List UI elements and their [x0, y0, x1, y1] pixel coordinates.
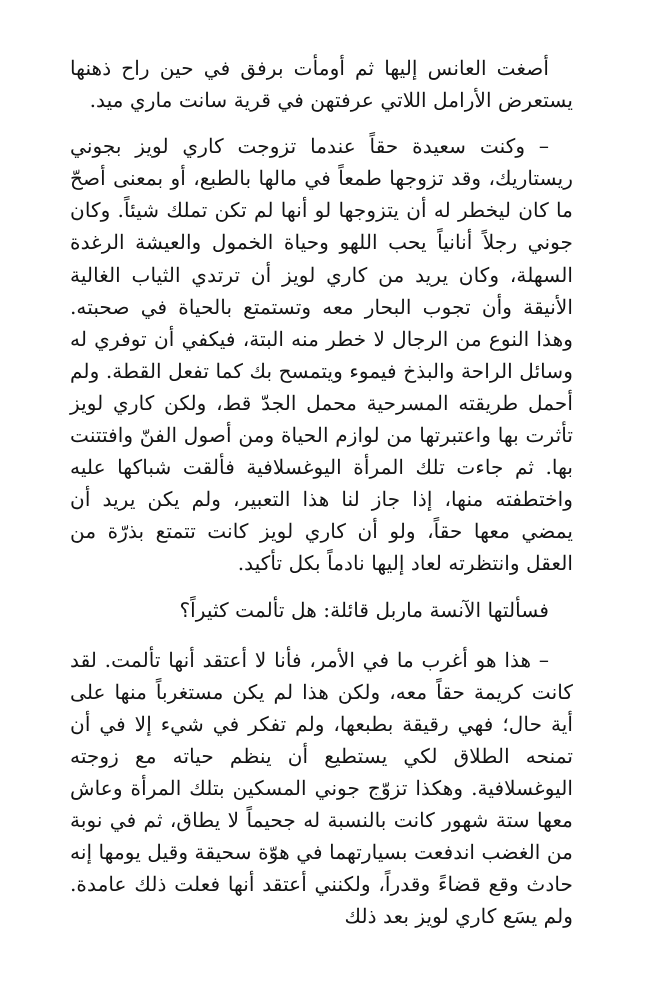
paragraph-2: – وكنت سعيدة حقاً عندما تزوجت كاري لويز بجوني ريستاريك، وقد تزوجها طمعاً في مالها بالطبع، أو بمعنى أصحّ ما كان ليخطر له أن يتزوجها لو أنها لم تكن تملك شيئاً. وكان جوني رجلاً أنانياً يحب اللهو وحياة الخمول والعيشة الرغدة السهلة، وكان يريد من كاري لويز أن ترتدي الثياب الغالية الأنيقة وأن تجوب البحار معه وتستمتع بالحياة في صحبته. وهذا النوع من الرجال لا خطر منه البتة، فيكفي أن توفري له وسائل الراحة والبذخ فيموء ويتمسح بك كما تفعل القطة. ولم أحمل طريقته المسرحية محمل الجدّ قط، ولكن كاري لويز تأثرت بها واعتبرتها من لوازم الحياة ومن أصول الفنّ وافتتنت بها. ثم جاءت تلك المرأة اليوغسلافية فألقت شباكها عليه واختطفته منها، إذا جاز لنا هذا التعبير، ولم يكن يريد أن يمضي معها حقاً، ولو أن كاري لويز كانت تتمتع بذرّة من العقل وانتظرته لعاد إليها نادماً بكل تأكيد.: [70, 134, 573, 576]
paragraph-1: أصغت العانس إليها ثم أومأت برفق في حين راح ذهنها يستعرض الأرامل اللاتي عرفتهن في قرية سانت ماري ميد.: [70, 56, 573, 113]
paragraph-4: – هذا هو أغرب ما في الأمر، فأنا لا أعتقد أنها تألمت. لقد كانت كريمة حقاً معه، ولكن هذا لم يكن مستغرباً منها على أية حال؛ فهي رقيقة بطبعها، ولم تفكر في شيء إلا في أن تمنحه الطلاق لكي يستطيع أن ينظم حياته مع زوجته اليوغسلافية. وهكذا تزوّج جوني المسكين بتلك المرأة وعاش معها ستة شهور كانت بالنسبة له جحيماً لا يطاق، ثم في نوبة من الغضب اندفعت بسيارتهما في هوّة سحيقة وقيل يومها إنه حادث وقع قضاءً وقدراً، ولكنني أعتقد أنها فعلت ذلك عامدة. ولم يسَع كاري لويز بعد ذلك: [70, 647, 573, 929]
paragraph-3: فسألتها الآنسة ماربل قائلة: هل تألمت كثيراً؟: [179, 597, 549, 622]
